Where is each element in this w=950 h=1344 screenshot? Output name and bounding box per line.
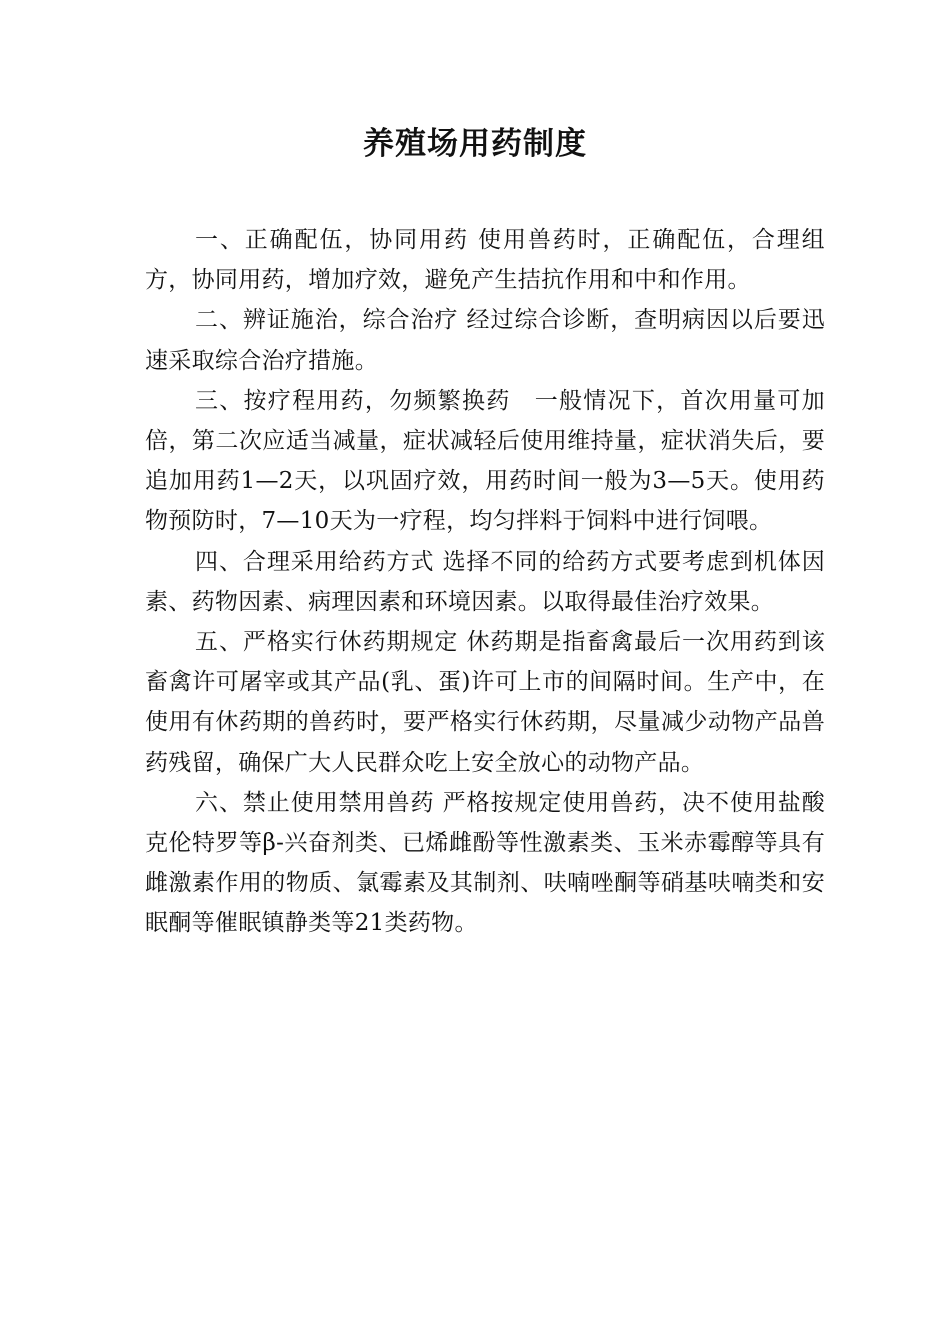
document-body xyxy=(145,220,825,944)
paragraph-1: 一、正确配伍，协同用药 使用兽药时，正确配伍，合理组方，协同用药，增加疗效，避免产生拮抗作用和中和作用。 xyxy=(145,227,825,294)
paragraph-4: 四、合理采用给药方式 选择不同的给药方式要考虑到机体因素、药物因素、病理因素和环境因素。以取得最佳治疗效果。 xyxy=(145,548,825,615)
paragraph-3: 三、按疗程用药，勿频繁换药 一般情况下，首次用量可加倍，第二次应适当减量，症状减轻后使用维持量，症状消失后，要追加用药1—2天，以巩固疗效，用药时间一般为3—5天。使用药物预防时，7—10天为一疗程，均匀拌料于饲料中进行饲喂。 xyxy=(145,387,825,535)
paragraph-6: 六、禁止使用禁用兽药 严格按规定使用兽药，决不使用盐酸克伦特罗等β-兴奋剂类、已烯雌酚等性激素类、玉米赤霉醇等具有雌激素作用的物质、氯霉素及其制剂、呋喃唑酮等硝基呋喃类和安眠酮等催眠镇静类等21类药物。 xyxy=(145,789,825,937)
paragraph-2: 二、辨证施治，综合治疗 经过综合诊断，查明病因以后要迅速采取综合治疗措施。 xyxy=(145,307,825,374)
document-title: 养殖场用药制度 xyxy=(363,125,587,162)
paragraph-5: 五、严格实行休药期规定 休药期是指畜禽最后一次用药到该畜禽许可屠宰或其产品(乳、蛋)许可上市的间隔时间。生产中，在使用有休药期的兽药时，要严格实行休药期，尽量减少动物产品兽药残留，确保广大人民群众吃上安全放心的动物产品。 xyxy=(145,629,825,776)
